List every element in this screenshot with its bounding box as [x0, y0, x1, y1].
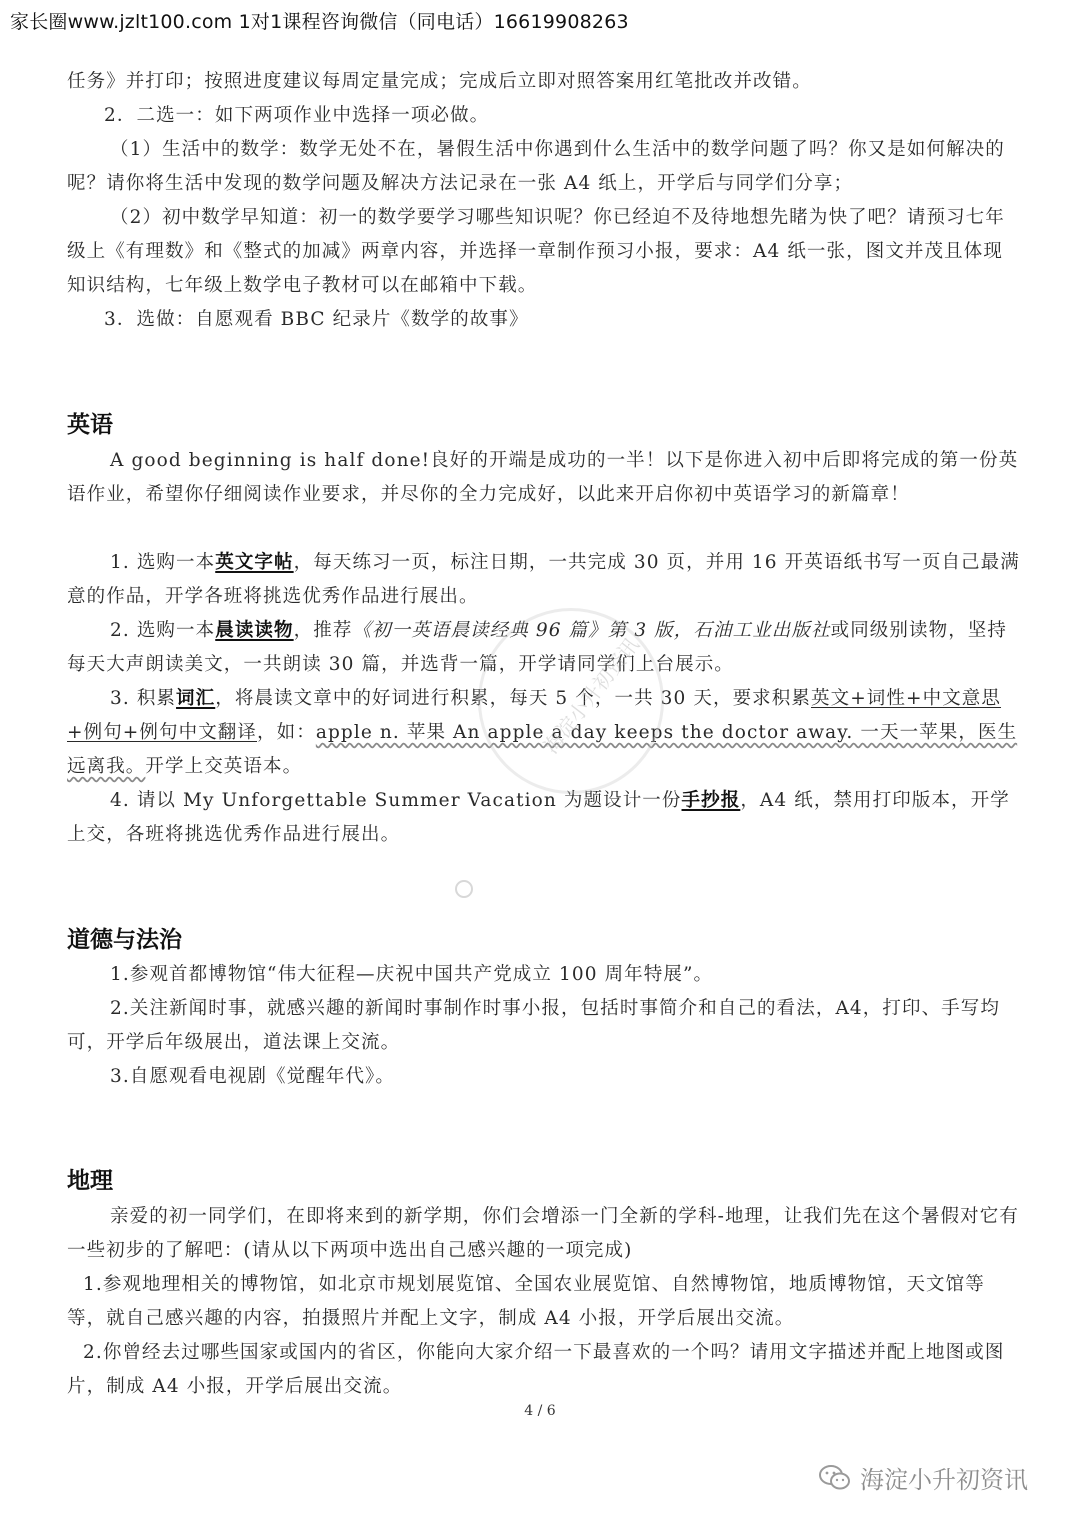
english-item-1-keyword: 英文字帖 — [215, 552, 294, 573]
english-item-2-recommend: ，推荐 — [293, 620, 353, 641]
math-item-2: 2．二选一：如下两项作业中选择一项必做。 — [104, 105, 490, 126]
geography-item-1: 1.参观地理相关的博物馆，如北京市规划展览馆、全国农业展览馆、自然博物馆，地质博物馆，天文馆等等，就自己感兴趣的内容，拍摄照片并配上文字，制成 A4 小报，开学后展出交流。 — [67, 1274, 985, 1329]
page-number: 4 / 6 — [524, 1403, 556, 1419]
english-item-4 — [67, 784, 1022, 852]
morality-item-1: 1.参观首都博物馆“伟大征程—庆祝中国共产党成立 100 周年特展”。 — [110, 964, 714, 985]
math-item-3: 3．选做：自愿观看 BBC 纪录片《数学的故事》 — [104, 309, 529, 330]
english-item-1-prefix: 1. 选购一本 — [110, 552, 216, 573]
morality-item-3: 3.自愿观看电视剧《觉醒年代》。 — [110, 1066, 396, 1087]
math-item-2-2: （2）初中数学早知道：初一的数学要学习哪些知识呢？你已经迫不及待地想先睹为快了吧？请预习七年级上《有理数》和《整式的加减》两章内容，并选择一章制作预习小报，要求：A4 纸一张，图文并茂且体现知识结构，七年级上数学电子教材可以在邮箱中下载。 — [67, 207, 1005, 296]
english-item-3-prefix: 3. 积累 — [110, 688, 177, 709]
english-item-2-keyword: 晨读读物 — [215, 620, 294, 641]
english-item-3-requirement: 英文+词性+中文意思+例句+例句中文翻译 — [67, 688, 1002, 743]
geography-intro: 亲爱的初一同学们，在即将来到的新学期，你们会增添一门全新的学科-地理，让我们先在这个暑假对它有一些初步的了解吧：(请从以下两项中选出自己感兴趣的一项完成) — [67, 1206, 1019, 1261]
geography-item-2: 2.你曾经去过哪些国家或国内的省区，你能向大家介绍一下最喜欢的一个吗？请用文字描述并配上地图或图片，制成 A4 小报，开学后展出交流。 — [67, 1342, 1005, 1397]
watermark-stamp-text: 海淀小升初资讯 — [538, 632, 644, 758]
english-item-2-book: 《初一英语晨读经典 96 篇》第 3 版，石油工业出版社 — [352, 620, 831, 641]
geography-heading: 地理 — [67, 1168, 113, 1194]
english-item-3-body: ，将晨读文章中的好词进行积累，每天 5 个，一共 30 天，要求积累 — [215, 688, 811, 709]
english-item-1-body: ，每天练习一页，标注日期，一共完成 30 页，并用 16 开英语纸书写一页自己最满意的作品，开学各班将挑选优秀作品进行展出。 — [67, 552, 1020, 607]
english-item-3-example: apple n. 苹果 An apple a day keeps the doctor away. 一天一苹果，医生远离我。 — [67, 722, 1018, 777]
watermark-dot — [455, 880, 473, 898]
english-heading: 英语 — [67, 412, 113, 438]
english-item-3-eg: ，如： — [257, 722, 316, 743]
english-item-3-submit: 开学上交英语本。 — [145, 756, 303, 777]
morality-item-2: 2.关注新闻时事，就感兴趣的新闻时事制作时事小报，包括时事简介和自己的看法，A4，打印、手写均可，开学后年级展出，道法课上交流。 — [67, 998, 1000, 1053]
math-item-2-1: （1）生活中的数学：数学无处不在，暑假生活中你遇到什么生活中的数学问题了吗？你又是如何解决的呢？请你将生活中发现的数学问题及解决方法记录在一张 A4 纸上，开学后与同学们分享； — [67, 139, 1005, 194]
site-header: 家长圈www.jzlt100.com 1对1课程咨询微信（同电话）16619908263 — [10, 11, 629, 33]
morality-heading: 道德与法治 — [67, 927, 182, 953]
english-item-2-body: 或同级别读物，坚持每天大声朗读美文，一共朗读 30 篇，并选背一篇，开学请同学们上台展示。 — [67, 620, 1007, 675]
english-item-4-prefix: 4. 请以 My Unforgettable Summer Vacation 为题设计一份 — [110, 790, 682, 811]
english-item-4-body: ，A4 纸，禁用打印版本，开学上交，各班将挑选优秀作品进行展出。 — [67, 790, 1010, 845]
footer-watermark-text: 海淀小升初资讯 — [860, 1466, 1028, 1494]
math-task-line: 任务》并打印；按照进度建议每周定量完成；完成后立即对照答案用红笔批改并改错。 — [67, 71, 812, 92]
english-item-1 — [67, 546, 1022, 614]
english-intro: A good beginning is half done!良好的开端是成功的一半！以下是你进入初中后即将完成的第一份英语作业，希望你仔细阅读作业要求，并尽你的全力完成好，以此来开启你初中英语学习的新篇章！ — [67, 450, 1019, 505]
english-item-2-prefix: 2. 选购一本 — [110, 620, 216, 641]
footer-watermark — [818, 1460, 1028, 1495]
english-item-3-keyword: 词汇 — [176, 688, 216, 709]
english-item-4-keyword: 手抄报 — [681, 790, 741, 811]
wechat-icon — [818, 1463, 852, 1493]
